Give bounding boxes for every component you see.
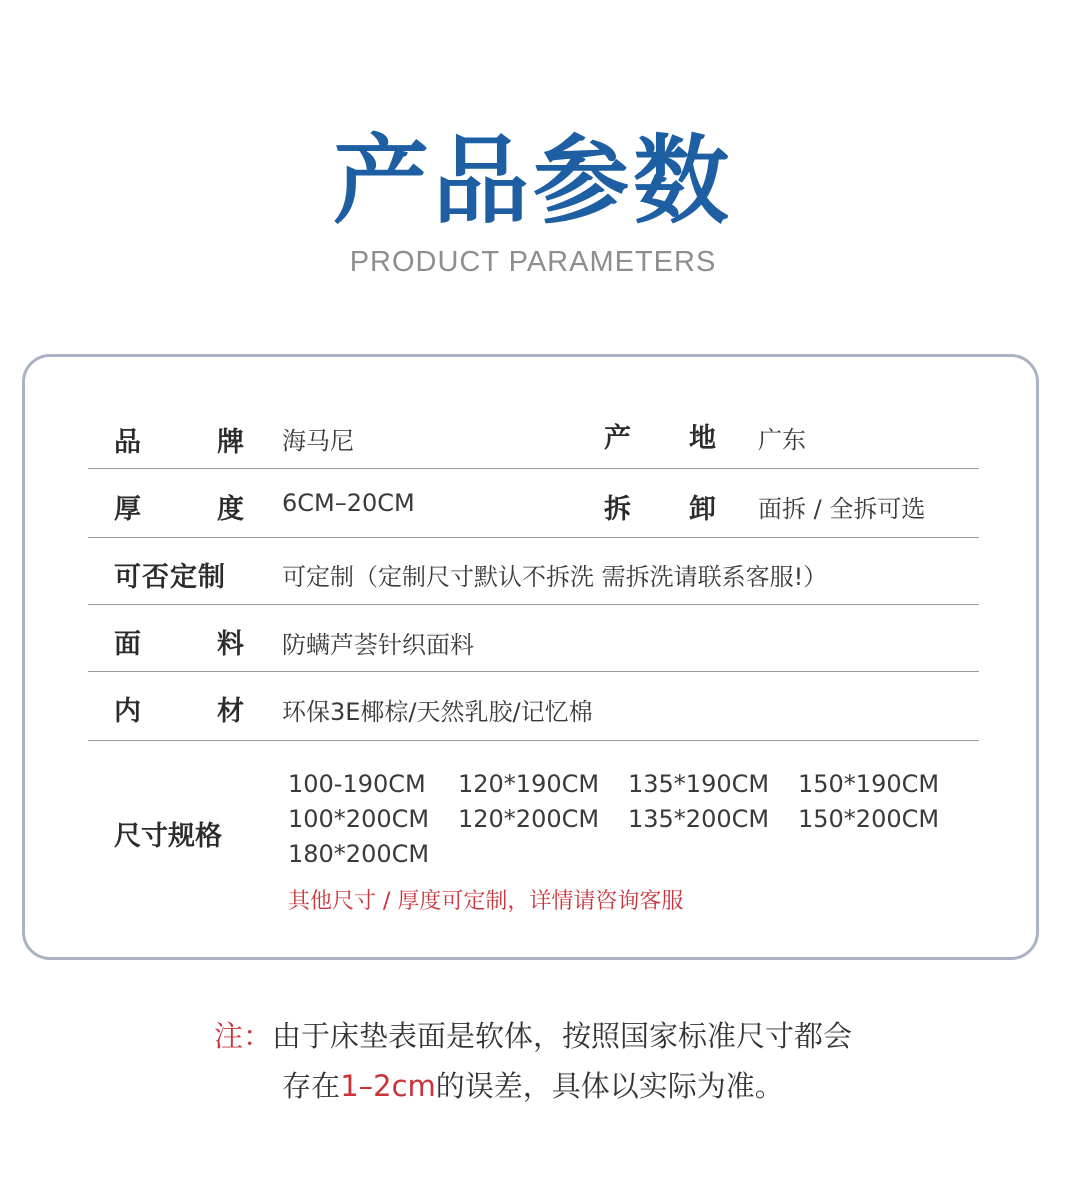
size-list	[288, 768, 968, 870]
size-item: 150*200CM	[798, 805, 940, 833]
custom-label: 可否定制	[114, 562, 226, 593]
inner-value: 环保3E椰棕/天然乳胶/记忆棉	[282, 698, 593, 726]
param-row-custom	[88, 538, 979, 605]
size-label: 尺寸规格	[114, 821, 222, 852]
thickness-value: 6CM–20CM	[282, 489, 415, 517]
detach-value: 面拆 / 全拆可选	[758, 495, 926, 523]
param-row-fabric	[88, 605, 979, 672]
size-item: 180*200CM	[288, 840, 430, 868]
size-item: 120*200CM	[458, 805, 600, 833]
fabric-label: 面 料	[114, 629, 244, 660]
page-subtitle: PRODUCT PARAMETERS	[349, 246, 717, 278]
origin-value: 广东	[758, 426, 806, 454]
origin-label: 产 地	[604, 423, 716, 454]
brand-label: 品 牌	[114, 427, 244, 458]
page-title: 产品参数	[333, 125, 733, 237]
size-item: 150*190CM	[798, 770, 940, 798]
custom-value: 可定制（定制尺寸默认不拆洗 需拆洗请联系客服!）	[282, 563, 828, 591]
inner-label: 内 材	[114, 696, 244, 727]
thickness-label: 厚 度	[114, 494, 244, 525]
param-row-thickness	[88, 469, 979, 538]
footnote-line-1	[0, 1014, 1066, 1055]
footnote-line-2	[0, 1064, 1066, 1105]
size-item: 100-190CM	[288, 770, 426, 798]
footnote-highlight: 1–2cm	[340, 1069, 436, 1103]
param-row-brand	[88, 402, 979, 469]
footnote-prefix: 注：	[213, 1019, 272, 1053]
footnote-text-1: 由于床垫表面是软体，按照国家标准尺寸都会	[272, 1019, 853, 1053]
size-item: 120*190CM	[458, 770, 600, 798]
footnote-text-2a: 存在	[282, 1069, 341, 1103]
fabric-value: 防螨芦荟针织面料	[282, 631, 474, 659]
size-custom-note: 其他尺寸 / 厚度可定制，详情请咨询客服	[288, 889, 684, 914]
brand-value: 海马尼	[282, 427, 354, 455]
footnote-text-2b: 的误差，具体以实际为准。	[435, 1069, 784, 1103]
detach-label: 拆 卸	[604, 494, 716, 525]
size-item: 135*200CM	[628, 805, 770, 833]
size-item: 100*200CM	[288, 805, 430, 833]
size-item: 135*190CM	[628, 770, 770, 798]
param-row-inner	[88, 672, 979, 741]
